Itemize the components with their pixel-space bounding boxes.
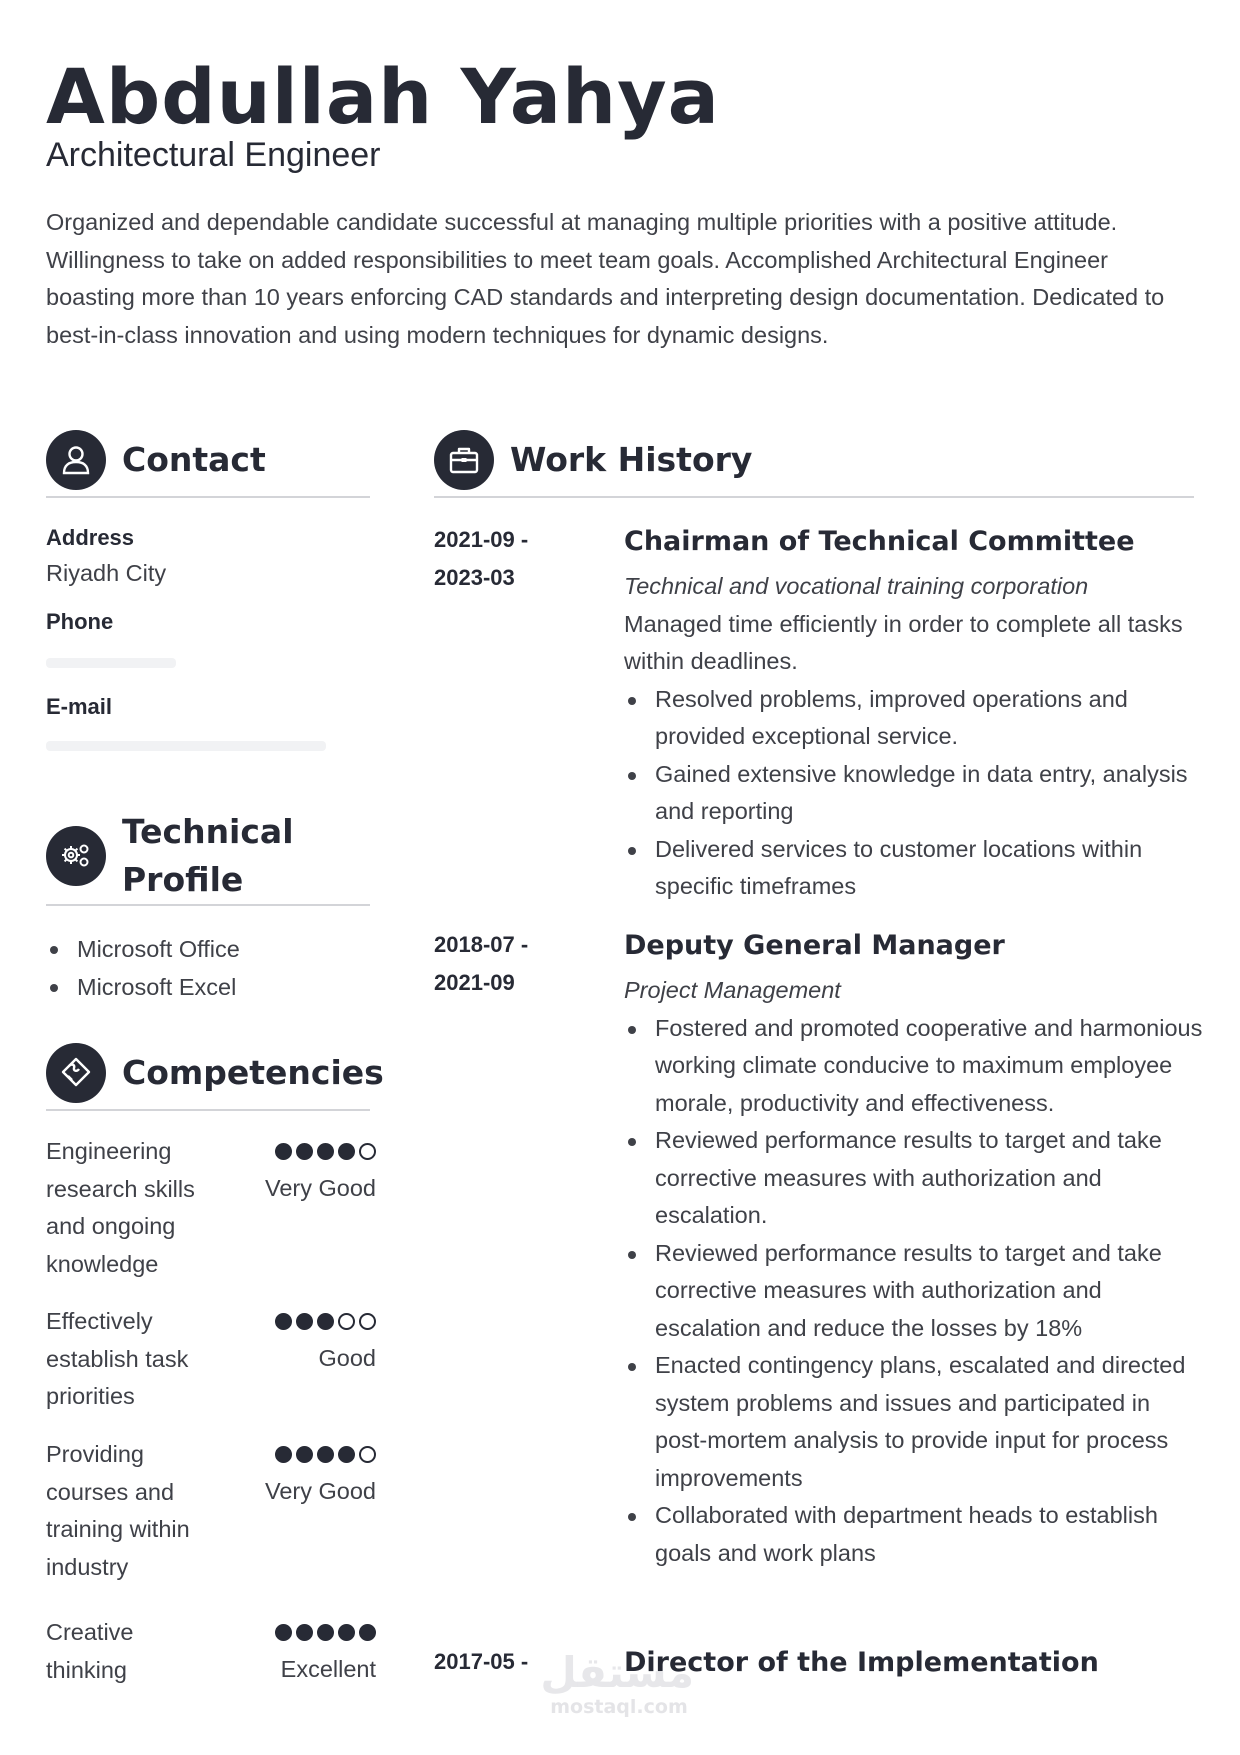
job-title: Deputy General Manager: [624, 930, 1005, 961]
job-date-end: 2021-09: [434, 969, 515, 995]
job-date-start: 2018-07 -: [434, 932, 529, 957]
job-date: [434, 521, 574, 596]
list-item: Reviewed performance results to target and take corrective measures with authorization and escalation and reduce the losses by 18%: [624, 1235, 1204, 1348]
technical-title-line2: Profile: [122, 860, 244, 899]
email-label: E-mail: [46, 694, 113, 719]
job-company: Technical and vocational training corporation: [624, 573, 1089, 599]
rating-dot-filled: [275, 1624, 292, 1641]
profile-summary: Organized and dependable candidate successful at managing multiple priorities with a positive attitude. Willingness to take on added responsibilities to meet team goals. Accomplished Architectural Engineer boasting more than 10 years enforcing CAD standards and interpreting design documentation. Dedicated to best-in-class innovation and using modern techniques for dynamic designs.: [46, 209, 1165, 348]
email-value-redacted: [46, 741, 326, 751]
competency-rating: Good: [318, 1345, 376, 1371]
list-item: Enacted contingency plans, escalated and directed system problems and issues and participated in post-mortem analysis to provide input for process improvements: [624, 1347, 1204, 1497]
competency-rating-dots: [275, 1446, 376, 1463]
rating-dot-filled: [275, 1446, 292, 1463]
job-company: Project Management: [624, 977, 841, 1003]
candidate-name: Abdullah Yahya: [46, 52, 720, 141]
job-date-start: 2017-05 -: [434, 1649, 529, 1674]
work-title: Work History: [510, 440, 753, 479]
watermark-latin: mostaql.com: [550, 1696, 688, 1718]
competencies-title: Competencies: [122, 1053, 384, 1092]
puzzle-icon: [46, 1043, 106, 1103]
list-item: Gained extensive knowledge in data entry, analysis and reporting: [624, 756, 1204, 831]
job-entry: [624, 926, 1204, 1572]
rating-dot-filled: [296, 1313, 313, 1330]
contact-section-header: [46, 430, 266, 490]
competency-rating: Very Good: [264, 1175, 376, 1201]
job-bullet-list: [624, 1010, 1204, 1573]
rating-dot-filled: [338, 1446, 355, 1463]
list-item: Microsoft Excel: [46, 968, 240, 1006]
competency-name: Providing courses and training within industry: [46, 1441, 190, 1580]
rating-dot-filled: [296, 1143, 313, 1160]
list-item: Resolved problems, improved operations and provided exceptional service.: [624, 681, 1204, 756]
competency-rating: Very Good: [264, 1478, 376, 1504]
address-label: Address: [46, 525, 135, 550]
phone-value-redacted: [46, 658, 176, 668]
watermark-arabic: مستقل: [540, 1648, 694, 1697]
rating-dot-filled: [275, 1313, 292, 1330]
job-date: [434, 926, 574, 1001]
work-section-header: [434, 430, 752, 490]
competency-name: Effectively establish task priorities: [46, 1308, 189, 1409]
job-bullet-list: [624, 681, 1204, 906]
competency-rating-dots: [275, 1143, 376, 1160]
candidate-role: Architectural Engineer: [46, 136, 381, 174]
rating-dot-filled: [275, 1143, 292, 1160]
list-item: Collaborated with department heads to establish goals and work plans: [624, 1497, 1204, 1572]
competencies-section-header: [46, 1043, 384, 1103]
job-date-start: 2021-09 -: [434, 527, 529, 552]
watermark-logo: [540, 1648, 694, 1718]
contact-divider: [46, 496, 370, 498]
competency-name: Creative thinking: [46, 1619, 134, 1683]
technical-skill-list: [46, 930, 240, 1006]
competencies-divider: [46, 1109, 370, 1111]
technical-title-line1: Technical: [122, 812, 294, 851]
list-item: Reviewed performance results to target and take corrective measures with authorization and escalation.: [624, 1122, 1204, 1235]
rating-dot-filled: [338, 1624, 355, 1641]
address-value: Riyadh City: [46, 560, 167, 586]
job-entry: [624, 1643, 1204, 1689]
work-divider: [434, 496, 1194, 498]
rating-dot-empty: [359, 1143, 376, 1160]
rating-dot-empty: [338, 1313, 355, 1330]
competency-rating-dots: [275, 1313, 376, 1330]
competency-name: Engineering research skills and ongoing knowledge: [46, 1138, 195, 1277]
contact-title: Contact: [122, 440, 266, 479]
competency-rating-dots: [275, 1624, 376, 1641]
rating-dot-empty: [359, 1446, 376, 1463]
phone-label: Phone: [46, 609, 114, 634]
list-item: Fostered and promoted cooperative and harmonious working climate conducive to maximum employee morale, productivity and effectiveness.: [624, 1010, 1204, 1123]
job-entry: [624, 522, 1204, 906]
job-title: Director of the Implementation: [624, 1647, 1099, 1678]
person-icon: [46, 430, 106, 490]
briefcase-icon: [434, 430, 494, 490]
rating-dot-filled: [359, 1624, 376, 1641]
technical-section-header: [46, 808, 294, 904]
rating-dot-filled: [317, 1143, 334, 1160]
rating-dot-filled: [338, 1143, 355, 1160]
job-description: Managed time efficiently in order to complete all tasks within deadlines.: [624, 610, 1183, 674]
job-date-end: 2023-03: [434, 564, 515, 590]
rating-dot-filled: [317, 1624, 334, 1641]
competency-rating: Excellent: [280, 1656, 376, 1682]
gears-icon: [46, 826, 106, 886]
technical-title: [122, 808, 294, 904]
technical-divider: [46, 904, 370, 906]
rating-dot-empty: [359, 1313, 376, 1330]
rating-dot-filled: [317, 1446, 334, 1463]
list-item: Microsoft Office: [46, 930, 240, 968]
list-item: Delivered services to customer locations within specific timeframes: [624, 831, 1204, 906]
rating-dot-filled: [296, 1446, 313, 1463]
rating-dot-filled: [317, 1313, 334, 1330]
job-title: Chairman of Technical Committee: [624, 526, 1135, 557]
rating-dot-filled: [296, 1624, 313, 1641]
